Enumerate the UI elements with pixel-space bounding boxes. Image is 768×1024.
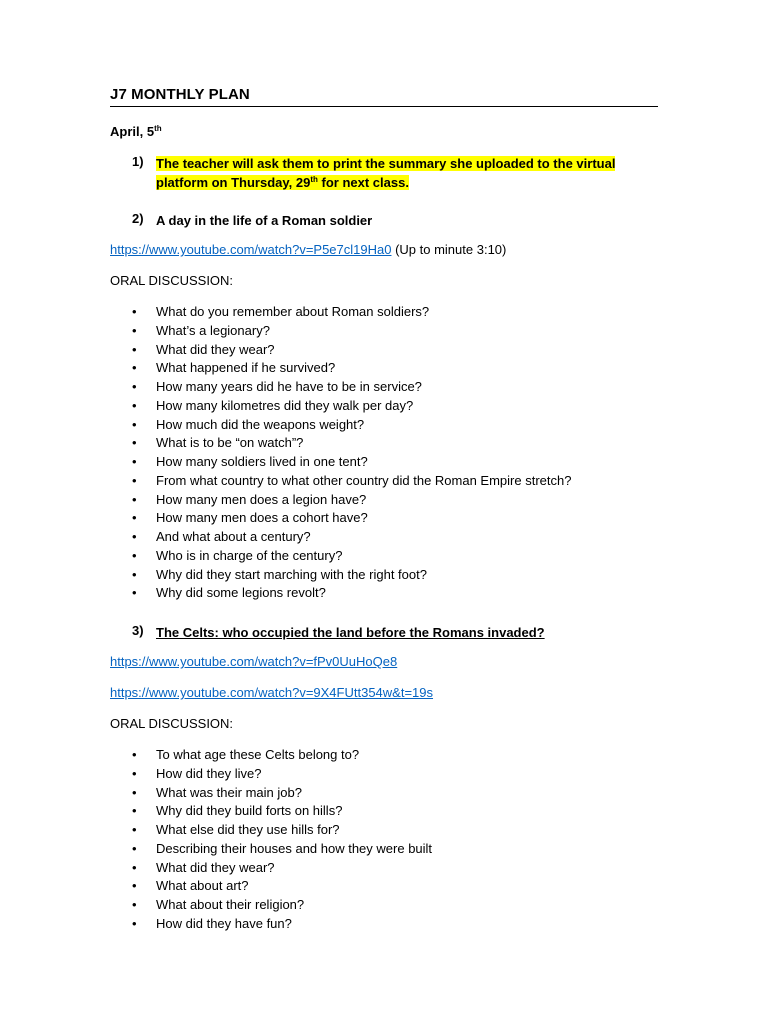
list-item-text: How did they have fun?	[156, 915, 292, 931]
bullet-icon: •	[132, 472, 137, 488]
list-item-text: To what age these Celts belong to?	[156, 747, 360, 762]
list-item	[110, 840, 658, 859]
item-3	[110, 623, 658, 642]
bullet-icon: •	[132, 747, 137, 762]
list-item	[110, 416, 658, 435]
list-item	[110, 397, 658, 416]
list-item-text: What was their main job?	[156, 784, 302, 800]
bullet-icon: •	[132, 397, 137, 413]
item-number: 3)	[132, 623, 144, 638]
bullet-icon: •	[132, 547, 137, 563]
bullet-icon: •	[132, 491, 137, 507]
list-item	[110, 915, 658, 934]
list-item	[110, 746, 658, 765]
bullet-icon: •	[132, 822, 137, 837]
list-item	[110, 378, 658, 397]
list-item	[110, 821, 658, 840]
bullet-icon: •	[132, 878, 137, 894]
list-item	[110, 859, 658, 878]
item-3-heading: The Celts: who occupied the land before the Romans invaded?	[156, 625, 545, 640]
bullet-icon: •	[132, 585, 137, 601]
list-item-text: What about their religion?	[156, 897, 305, 912]
list-item-text: What did they wear?	[156, 859, 275, 875]
bullet-icon: •	[132, 915, 137, 931]
list-item	[110, 303, 658, 322]
bullet-icon: •	[132, 529, 137, 544]
link-note: (Up to minute 3:10)	[391, 242, 507, 257]
bullet-icon: •	[132, 454, 137, 469]
list-item-text: How did they live?	[156, 765, 262, 781]
list-item-text: How many men does a cohort have?	[156, 510, 368, 526]
item-2	[110, 211, 658, 230]
item-2-heading: A day in the life of a Roman soldier	[156, 213, 373, 228]
discussion-list-1	[110, 303, 658, 603]
list-item	[110, 453, 658, 472]
page-title: J7 MONTHLY PLAN	[110, 86, 658, 107]
list-item	[110, 528, 658, 547]
item-number: 2)	[132, 211, 144, 226]
bullet-icon: •	[132, 360, 137, 376]
list-item-text: How many years did he have to be in service?	[156, 379, 422, 394]
list-item	[110, 547, 658, 566]
list-item-text: What happened if he survived?	[156, 360, 336, 376]
list-item-text: Describing their houses and how they were built	[156, 840, 433, 856]
list-item	[110, 802, 658, 821]
youtube-link-3[interactable]: https://www.youtube.com/watch?v=9X4FUtt354w&t=19s	[110, 685, 434, 700]
list-item	[110, 434, 658, 453]
list-item-text: What is to be “on watch”?	[156, 435, 304, 451]
bullet-icon: •	[132, 897, 137, 912]
bullet-icon: •	[132, 840, 137, 856]
list-item-text: What else did they use hills for?	[156, 822, 340, 837]
list-item	[110, 877, 658, 896]
date-heading: April, 5th	[110, 124, 162, 139]
list-item-text: How much did the weapons weight?	[156, 416, 365, 432]
list-item-text: Who is in charge of the century?	[156, 547, 343, 563]
list-item	[110, 491, 658, 510]
bullet-icon: •	[132, 566, 137, 582]
oral-discussion-label: ORAL DISCUSSION:	[110, 273, 234, 288]
list-item-text: How many men does a legion have?	[156, 491, 367, 507]
bullet-icon: •	[132, 341, 137, 357]
list-item	[110, 896, 658, 915]
list-item-text: Why did some legions revolt?	[156, 585, 326, 601]
bullet-icon: •	[132, 304, 137, 319]
youtube-link-1[interactable]: https://www.youtube.com/watch?v=P5e7cl19Ha0	[110, 242, 392, 257]
link-line-2	[110, 654, 397, 669]
item-number: 1)	[132, 154, 144, 169]
list-item-text: From what country to what other country did the Roman Empire stretch?	[156, 472, 572, 488]
list-item	[110, 765, 658, 784]
bullet-icon: •	[132, 784, 137, 800]
list-item-text: How many soldiers lived in one tent?	[156, 454, 368, 469]
bullet-icon: •	[132, 322, 137, 338]
list-item	[110, 509, 658, 528]
link-line-3	[110, 685, 433, 700]
list-item-text: Why did they build forts on hills?	[156, 803, 343, 819]
bullet-icon: •	[132, 379, 137, 394]
bullet-icon: •	[132, 416, 137, 432]
bullet-icon: •	[132, 765, 137, 781]
list-item	[110, 359, 658, 378]
list-item-text: What did they wear?	[156, 341, 275, 357]
link-line-1	[110, 242, 506, 257]
list-item-text: What do you remember about Roman soldiers?	[156, 304, 430, 319]
item-1-text: The teacher will ask them to print the summary she uploaded to the virtual platform on Thursday, 29th for next class.	[156, 156, 616, 190]
item-1	[110, 154, 658, 194]
list-item	[110, 322, 658, 341]
bullet-icon: •	[132, 859, 137, 875]
list-item-text: How many kilometres did they walk per day?	[156, 397, 414, 413]
youtube-link-2[interactable]: https://www.youtube.com/watch?v=fPv0UuHoQe8	[110, 654, 398, 669]
bullet-icon: •	[132, 510, 137, 526]
list-item-text: Why did they start marching with the right foot?	[156, 566, 427, 582]
list-item	[110, 784, 658, 803]
discussion-list-2	[110, 746, 658, 934]
list-item	[110, 472, 658, 491]
oral-discussion-label: ORAL DISCUSSION:	[110, 716, 234, 731]
list-item-text: And what about a century?	[156, 529, 311, 544]
bullet-icon: •	[132, 435, 137, 451]
list-item	[110, 566, 658, 585]
list-item-text: What about art?	[156, 878, 249, 894]
list-item	[110, 341, 658, 360]
list-item	[110, 584, 658, 603]
list-item-text: What’s a legionary?	[156, 322, 270, 338]
bullet-icon: •	[132, 803, 137, 819]
